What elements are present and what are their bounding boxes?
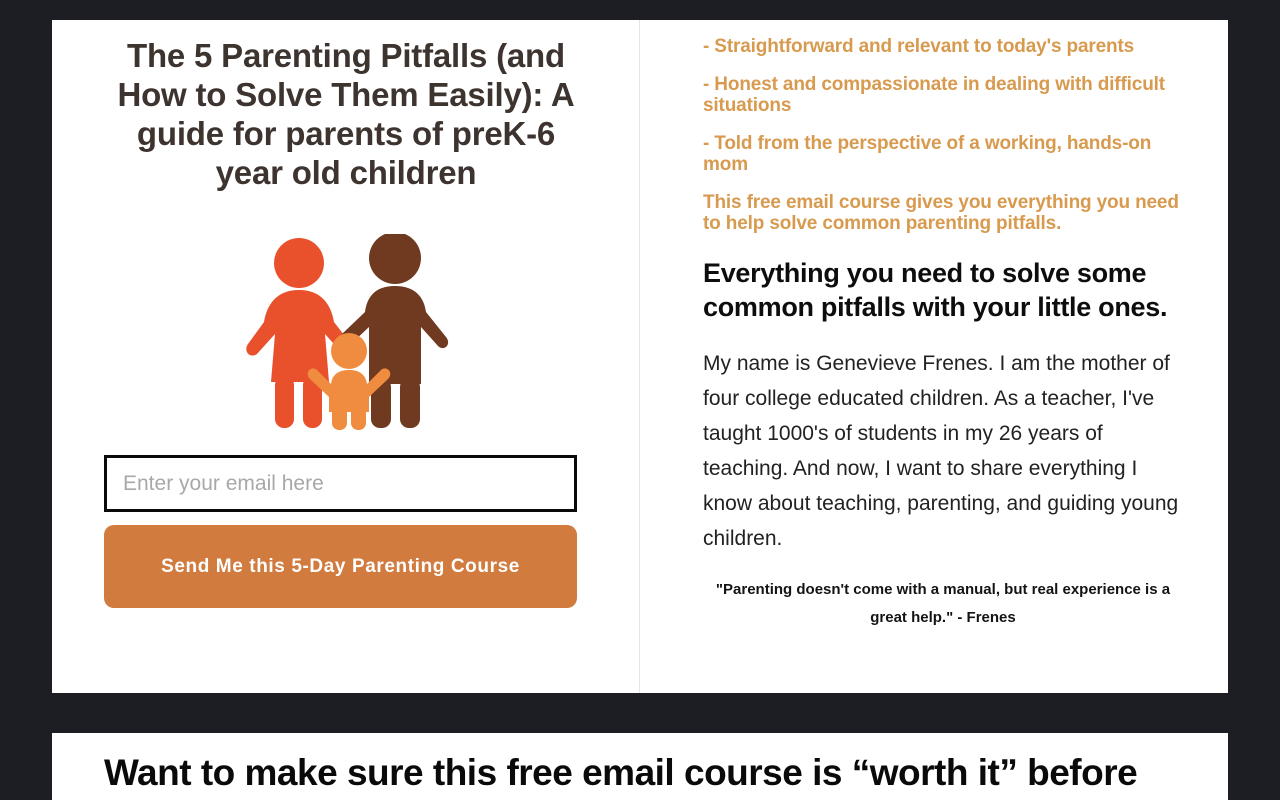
hero-card xyxy=(52,20,1228,693)
lower-section-card xyxy=(52,733,1228,800)
author-quote: "Parenting doesn't come with a manual, but real experience is a great help." - Frenes xyxy=(715,581,1171,626)
page-title: The 5 Parenting Pitfalls (and How to Solve Them Easily): A guide for parents of preK-6 year old children xyxy=(117,37,575,191)
family-icon xyxy=(237,234,455,430)
section-subheading: Everything you need to solve some common pitfalls with your little ones. xyxy=(703,258,1168,322)
family-illustration xyxy=(104,227,588,437)
benefit-bullet-2: - Honest and compassionate in dealing with difficult situations xyxy=(703,74,1165,116)
lower-section-heading: Want to make sure this free email course is “worth it” before xyxy=(104,752,1138,793)
hero-right-content xyxy=(703,36,1183,632)
hero-right-column xyxy=(640,20,1228,693)
benefit-bullet-1: - Straightforward and relevant to today's parents xyxy=(703,36,1135,57)
benefit-bullet-3: - Told from the perspective of a working, hands-on mom xyxy=(703,133,1152,175)
email-input[interactable] xyxy=(104,455,577,512)
hero-left-column xyxy=(52,20,640,693)
author-bio-paragraph: My name is Genevieve Frenes. I am the mother of four college educated children. As a teacher, I've taught 1000's of students in my 26 years of teaching. And now, I want to share everything I know about teaching, parenting, and guiding young children. xyxy=(703,352,1179,550)
send-course-button[interactable]: Send Me this 5-Day Parenting Course xyxy=(104,525,577,608)
course-lead-in-text: This free email course gives you everything you need to help solve common parenting pitfalls. xyxy=(703,192,1179,234)
